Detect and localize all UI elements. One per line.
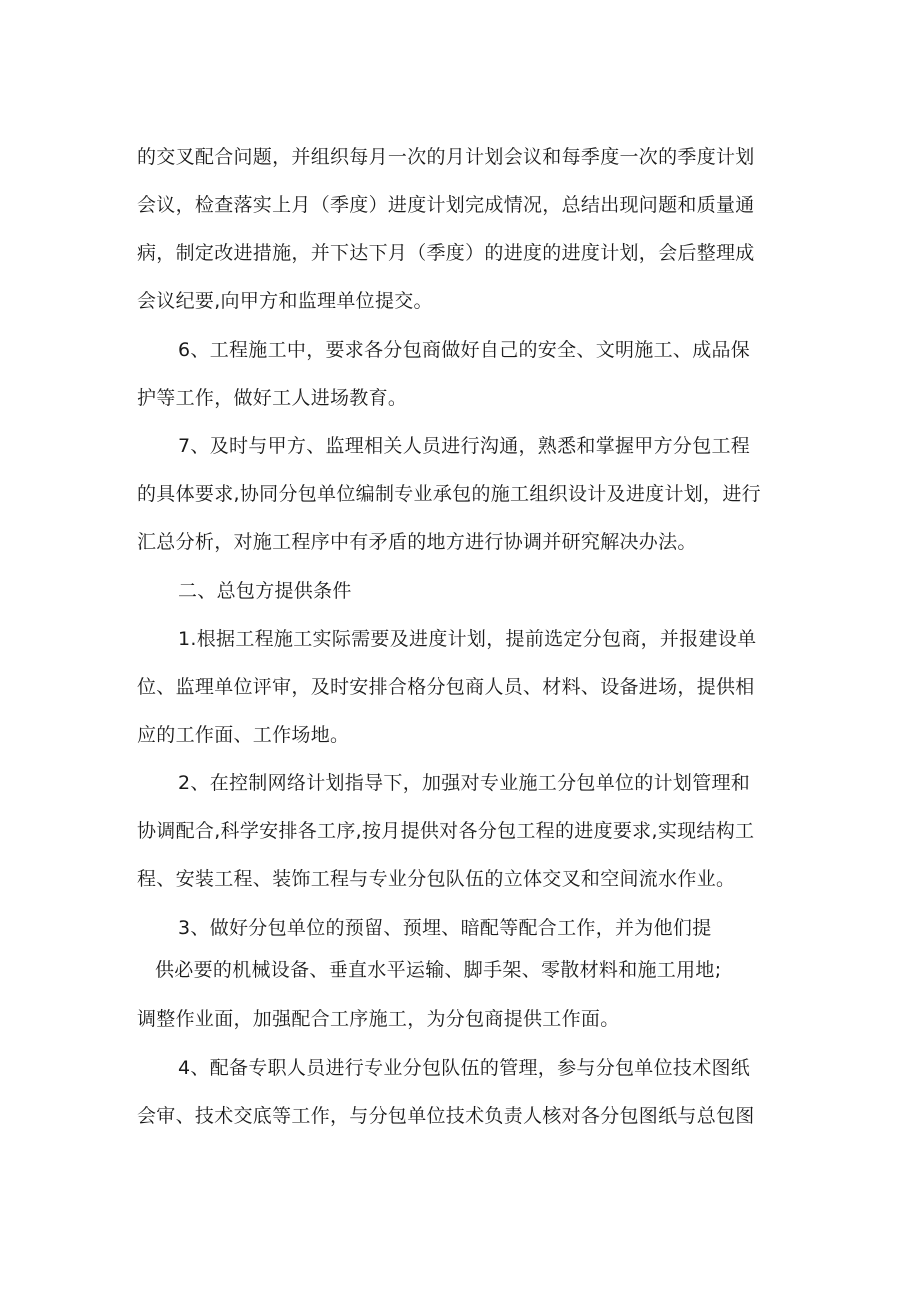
text-line: 程、安装工程、装饰工程与专业分包队伍的立体交叉和空间流水作业。 [137, 868, 736, 890]
text-line: 4、配备专职人员进行专业分包队伍的管理，参与分包单位技术图纸 [178, 1057, 751, 1079]
section-heading: 二、总包方提供条件 [178, 580, 352, 602]
text-line: 会审、技术交底等工作，与分包单位技术负责人核对各分包图纸与总包图 [137, 1105, 755, 1127]
text-line: 1.根据工程施工实际需要及进度计划，提前选定分包商，并报建设单 [178, 628, 757, 650]
text-line: 供必要的机械设备、垂直水平运输、脚手架、零散材料和施工用地; [155, 959, 722, 981]
text-line: 病，制定改进措施，并下达下月（季度）的进度的进度计划，会后整理成 [137, 242, 755, 264]
text-line: 的具体要求,协同分包单位编制专业承包的施工组织设计及进度计划，进行 [137, 483, 761, 505]
text-line: 会议纪要,向甲方和监理单位提交。 [137, 290, 433, 312]
text-line: 调整作业面，加强配合工序施工，为分包商提供工作面。 [137, 1008, 620, 1030]
text-line: 应的工作面、工作场地。 [137, 724, 350, 746]
text-line: 2、在控制网络计划指导下，加强对专业施工分包单位的计划管理和 [178, 772, 751, 794]
text-line: 汇总分析，对施工程序中有矛盾的地方进行协调并研究解决办法。 [137, 531, 697, 553]
text-line: 护等工作，做好工人进场教育。 [137, 387, 408, 409]
text-line: 6、工程施工中，要求各分包商做好自己的安全、文明施工、成品保 [178, 339, 751, 361]
text-line: 会议，检查落实上月（季度）进度计划完成情况，总结出现问题和质量通 [137, 194, 755, 216]
text-line: 的交叉配合问题，并组织每月一次的月计划会议和每季度一次的季度计划 [137, 146, 755, 168]
text-line: 7、及时与甲方、监理相关人员进行沟通，熟悉和掌握甲方分包工程 [178, 435, 751, 457]
text-line: 协调配合,科学安排各工序,按月提供对各分包工程的进度要求,实现结构工 [137, 820, 755, 842]
text-line: 3、做好分包单位的预留、预埋、暗配等配合工作，并为他们提 [178, 917, 712, 939]
text-line: 位、监理单位评审，及时安排合格分包商人员、材料、设备进场，提供相 [137, 676, 755, 698]
